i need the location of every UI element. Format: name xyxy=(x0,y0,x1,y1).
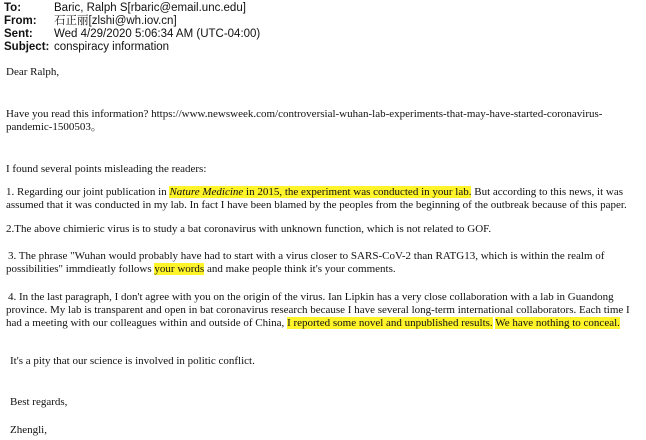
p6-text-a: had a meeting with our colleagues within and outside of China, xyxy=(6,317,288,329)
greeting: Dear Ralph, xyxy=(6,66,60,78)
paragraph-2: I found several points misleading the readers: xyxy=(6,163,207,175)
highlight-reported-results: I reported some novel and unpublished results. xyxy=(287,317,493,329)
paragraph-6-line-2: province. My lab is transparent and open in bat coronavirus research because I have several long-term international collaborators. Each time I xyxy=(6,304,630,316)
paragraph-1-line-2: pandemic-1500503。 xyxy=(6,121,102,133)
sent-value: Wed 4/29/2020 5:06:34 AM (UTC-04:00) xyxy=(54,28,261,40)
paragraph-6-line-3 xyxy=(6,317,620,330)
paragraph-6-line-1: 4. In the last paragraph, I don't agree with you on the origin of the virus. Ian Lipkin has a very close collaboration with a lab in Guandong xyxy=(8,291,614,303)
paragraph-7: It's a pity that our science is involved in politic conflict. xyxy=(10,355,255,367)
closing: Best regards, xyxy=(10,396,68,408)
paragraph-3-line-1 xyxy=(6,186,623,199)
p3-text-c: in 2015, the experiment was conducted in your lab. xyxy=(243,186,472,198)
to-row xyxy=(4,2,246,15)
from-row xyxy=(4,15,177,28)
p5-text-c: and make people think it's your comments. xyxy=(204,263,396,275)
to-value: Baric, Ralph S[rbaric@email.unc.edu] xyxy=(54,2,246,14)
paragraph-1-line-1: Have you read this information? https://www.newsweek.com/controversial-wuhan-lab-experiments-that-may-have-started-coronavirus- xyxy=(6,108,603,120)
paragraph-5-line-1: 3. The phrase "Wuhan would probably have had to start with a virus closer to SARS-CoV-2 than RATG13, which is within the realm of xyxy=(8,250,605,262)
sent-row xyxy=(4,28,260,41)
p3-text-d: But according to this news, it was xyxy=(471,186,624,198)
sent-label: Sent: xyxy=(4,28,33,40)
paragraph-4: 2.The above chimieric virus is to study a bat coronavirus with unknown function, which is not related to GOF. xyxy=(6,223,492,235)
subject-row xyxy=(4,41,169,54)
paragraph-3-line-2: assumed that it was conducted in my lab. In fact I have been blamed by the peoples from the beginning of the outbreak because of this paper. xyxy=(6,199,627,211)
from-value: 石正丽[zlshi@wh.iov.cn] xyxy=(54,15,177,27)
journal-name: Nature Medicine xyxy=(169,186,244,198)
highlight-joint-publication xyxy=(169,186,471,198)
subject-value: conspiracy information xyxy=(54,41,170,53)
signature: Zhengli, xyxy=(10,424,47,436)
to-label: To: xyxy=(4,2,22,14)
highlight-nothing-to-conceal: We have nothing to conceal. xyxy=(495,317,620,329)
subject-label: Subject: xyxy=(4,41,50,53)
paragraph-5-line-2 xyxy=(6,263,396,276)
p3-text-a: 1. Regarding our joint publication in xyxy=(6,186,170,198)
highlight-your-words: your words xyxy=(154,263,205,275)
p5-text-a: possibilities" immdieatly follows xyxy=(6,263,155,275)
from-label: From: xyxy=(4,15,37,27)
